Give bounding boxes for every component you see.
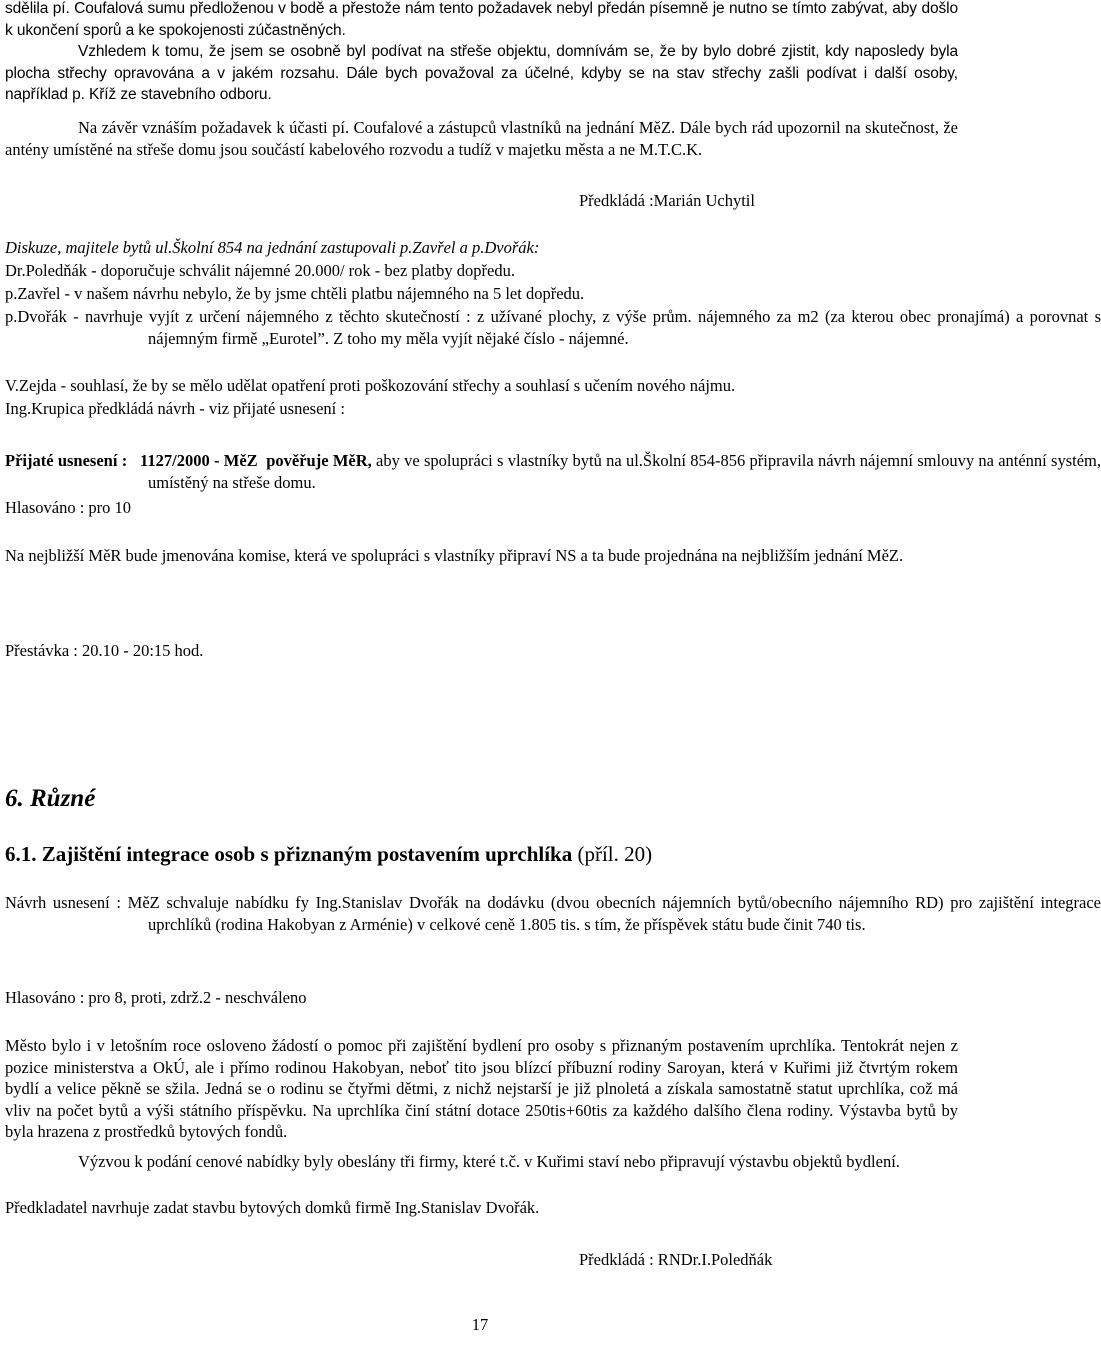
page-number: 17 [471,1315,489,1334]
signature-polednak: Předkládá : RNDr.I.Poledňák [579,1250,773,1269]
discussion-line-dvorak: p.Dvořák - navrhuje vyjít z určení nájemného z těchto skutečností : z užívané plochy, z výše prům. nájemného za m2 (za kterou obec pronajímá) a porovnat s nájemným firmě „Eurotel”. Z toho my měla vyjít nějaké číslo - nájemné. [5,307,1101,348]
paragraph-conclusion: Na závěr vznáším požadavek k účasti pí. Coufalové a zástupců vlastníků na jednání MěZ. Dále bych rád upozornil na skutečnost, že antény umístěné na střeše domu jsou součástí kabelového rozvodu a tudíž v majetku města a ne M.T.C.K. [5,118,958,159]
resolution-text: aby ve spolupráci s vlastníky bytů na ul.Školní 854-856 připravila návrh nájemní smlouvy na anténní systém, umístěný na střeše domu. [148,451,1101,492]
section-title: 6. Různé [5,785,96,812]
report-paragraph-offers: Výzvou k podání cenové nabídky byly obeslány tři firmy, které t.č. v Kuřimi staví nebo připravují výstavbu objektů bydlení. [78,1152,900,1171]
break-note: Přestávka : 20.10 - 20:15 hod. [5,641,204,660]
discussion-line-zejda: V.Zejda - souhlasí, že by se mělo udělat opatření proti poškozování střechy a souhlasí s učením nového nájmu. [5,376,736,395]
paragraph-roof-inspection [5,41,958,106]
subsection-heading: Zajištění integrace osob s přiznaným postavením uprchlíka [41,842,573,866]
resolution-vote: Hlasováno : pro 10 [5,498,132,517]
report-paragraph-proposer: Předkladatel navrhuje zadat stavbu bytových domků firmě Ing.Stanislav Dvořák. [5,1198,540,1217]
paragraph-intro: sdělila pí. Coufalová sumu předloženou v bodě a přestože nám tento požadavek nebyl předán písemně je nutno se tímto zabývat, aby došlo k ukončení sporů a ke spokojenosti zúčastněných. [5,0,958,39]
paragraph-commission: Na nejbližší MěR bude jmenována komise, která ve spolupráci s vlastníky připraví NS a ta bude projednána na nejbližším jednání MěZ. [5,546,904,565]
subsection-number: 6.1. [5,842,37,866]
subsection-attachment-ref: (příl. 20) [572,842,653,866]
discussion-line-zavrel: p.Zavřel - v našem návrhu nebylo, že by jsme chtěli platbu nájemného na 5 let dopředu. [5,284,585,303]
resolution-label: Přijaté usnesení : [5,451,128,470]
proposal-vote: Hlasováno : pro 8, proti, zdrž.2 - neschváleno [5,988,307,1007]
resolution-number: 1127/2000 - MěZ [140,451,258,470]
signature-uchytil: Předkládá :Marián Uchytil [579,191,755,210]
discussion-heading: Diskuze, majitele bytů ul.Školní 854 na jednání zastupovali p.Zavřel a p.Dvořák: [5,238,540,257]
proposal-resolution: Návrh usnesení : MěZ schvaluje nabídku fy Ing.Stanislav Dvořák na dodávku (dvou obecních nájemních bytů/obecního nájemního RD) pro zajištění integrace uprchlíků (rodina Hakobyan z Arménie) v celkové ceně 1.805 tis. s tím, že příspěvek státu bude činit 740 tis. [5,893,1101,934]
roof-inspection-text: Vzhledem k tomu, že jsem se osobně byl podívat na střeše objektu, domnívám se, že by bylo dobré zjistit, kdy naposledy byla plocha střechy opravována a v jakém rozsahu. [5,43,958,82]
discussion-line-krupica: Ing.Krupica předkládá návrh - viz přijaté usnesení : [5,399,345,418]
discussion-line-polednak: Dr.Poledňák - doporučuje schválit nájemné 20.000/ rok - bez platby dopředu. [5,261,515,280]
roof-inspection-followup: Dále bych považoval za účelné, kdyby se na stav střechy zašli podívat i další osoby, například p. Kříž ze stavebního odboru. [5,64,958,103]
resolution-verb: pověřuje MěR, [266,451,372,470]
subsection-title [5,841,958,867]
adopted-resolution [5,450,1101,493]
report-paragraph-main: Město bylo i v letošním roce osloveno žádostí o pomoc při zajištění bydlení pro osoby s přiznaným postavením uprchlíka. Tentokrát nejen z pozice ministerstva a OkÚ, ale i přímo rodinou Hakobyan, neboť tito jsou blízcí příbuzní rodiny Saroyan, která v Kuřimi již čtvrtým rokem bydlí a velice pěkně se sžila. Jedná se o rodinu se čtyřmi dětmi, z nichž nejstarší je již plnoletá a získala samostatně statut uprchlíka, což má vliv na počet bytů a výši státního příspěvku. Na uprchlíka činí státní dotace 250tis+60tis za každého dalšího člena rodiny. Výstavba bytů by byla hrazena z prostředků bytových fondů. [5,1036,958,1141]
